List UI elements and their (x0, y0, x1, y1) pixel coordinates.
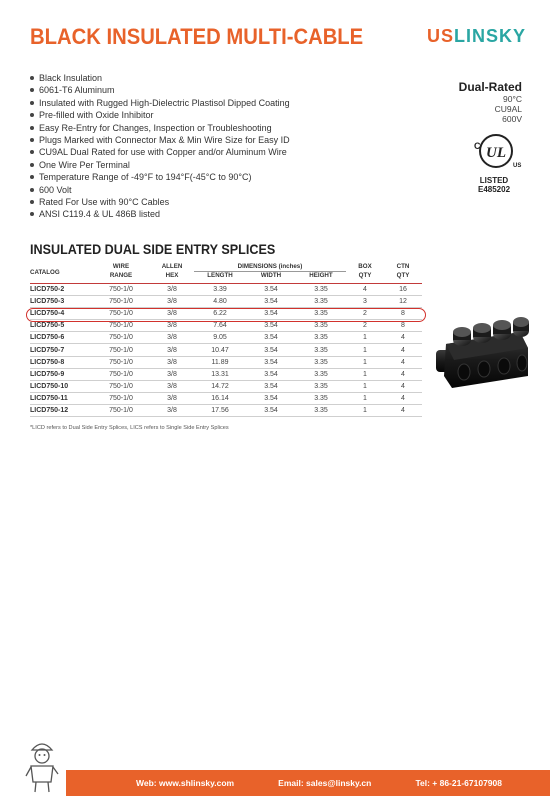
col-header-ctn: CTN (396, 263, 410, 271)
cell-length: 13.31 (194, 368, 246, 380)
feature-item: CU9AL Dual Rated for use with Copper and/or Aluminum Wire (30, 146, 290, 158)
rating-temp: 90°C (503, 94, 522, 104)
footer-email[interactable]: Email: sales@linsky.cn (278, 778, 372, 788)
cell-height: 3.35 (296, 296, 346, 308)
cell-wire-range: 750-1/0 (92, 284, 150, 296)
feature-item: Plugs Marked with Connector Max & Min Wire Size for Easy ID (30, 134, 290, 146)
ul-c-text: C (474, 141, 481, 151)
feature-item: Rated For Use with 90°C Cables (30, 196, 290, 208)
cell-catalog: LICD750-11 (30, 392, 92, 404)
table-row (30, 332, 422, 344)
footer-web[interactable]: Web: www.shlinsky.com (136, 778, 235, 788)
ul-listed-label: LISTED (479, 176, 509, 185)
table-row (30, 368, 422, 380)
cell-allen-hex: 3/8 (150, 380, 194, 392)
table-row (30, 296, 422, 308)
cell-box-qty: 1 (346, 344, 384, 356)
cell-height: 3.35 (296, 308, 346, 320)
table-row (30, 404, 422, 416)
feature-item: Black Insulation (30, 72, 290, 84)
cell-allen-hex: 3/8 (150, 344, 194, 356)
cell-height: 3.35 (296, 404, 346, 416)
col-header-height: HEIGHT (309, 272, 333, 279)
feature-item: 6061-T6 Aluminum (30, 84, 290, 96)
ul-text: UL (486, 145, 506, 161)
product-image (432, 310, 536, 399)
cell-width: 3.54 (246, 368, 296, 380)
footer-tel: Tel: + 86-21-67107908 (415, 778, 502, 788)
cell-wire-range: 750-1/0 (92, 392, 150, 404)
logo-linsky: LINSKY (453, 26, 526, 46)
cell-box-qty: 1 (346, 356, 384, 368)
cell-allen-hex: 3/8 (150, 320, 194, 332)
cell-wire-range: 750-1/0 (92, 356, 150, 368)
cell-allen-hex: 3/8 (150, 296, 194, 308)
cell-allen-hex: 3/8 (150, 284, 194, 296)
cell-length: 9.05 (194, 332, 246, 344)
rating-block (459, 80, 522, 124)
cell-ctn-qty: 16 (384, 284, 422, 296)
feature-item: Pre-filled with Oxide Inhibitor (30, 109, 290, 121)
cell-wire-range: 750-1/0 (92, 296, 150, 308)
col-header-allen: ALLEN (161, 263, 183, 271)
cell-allen-hex: 3/8 (150, 332, 194, 344)
cell-height: 3.35 (296, 332, 346, 344)
col-header-width: WIDTH (260, 272, 282, 279)
cell-width: 3.54 (246, 404, 296, 416)
cell-ctn-qty: 4 (384, 344, 422, 356)
cell-length: 11.89 (194, 356, 246, 368)
table-row (30, 344, 422, 356)
col-header-catalog: CATALOG (30, 269, 60, 276)
cell-height: 3.35 (296, 380, 346, 392)
cell-allen-hex: 3/8 (150, 392, 194, 404)
feature-item: Easy Re-Entry for Changes, Inspection or Troubleshooting (30, 122, 290, 134)
page-title: BLACK INSULATED MULTI-CABLE (30, 24, 364, 49)
cell-wire-range: 750-1/0 (92, 332, 150, 344)
cell-box-qty: 1 (346, 368, 384, 380)
logo-us: US (426, 26, 454, 46)
cell-ctn-qty: 4 (384, 380, 422, 392)
cell-catalog: LICD750-5 (30, 320, 92, 332)
cell-wire-range: 750-1/0 (92, 404, 150, 416)
ul-logo-icon (468, 132, 520, 170)
cell-box-qty: 1 (346, 332, 384, 344)
cell-catalog: LICD750-7 (30, 344, 92, 356)
spec-table-body (30, 284, 422, 417)
col-header-range: RANGE (109, 271, 133, 279)
feature-item: One Wire Per Terminal (30, 159, 290, 171)
table-row (30, 356, 422, 368)
cell-box-qty: 2 (346, 320, 384, 332)
mascot-icon (22, 736, 62, 799)
cell-width: 3.54 (246, 392, 296, 404)
cell-height: 3.35 (296, 356, 346, 368)
cell-allen-hex: 3/8 (150, 308, 194, 320)
cell-box-qty: 1 (346, 392, 384, 404)
cell-width: 3.54 (246, 284, 296, 296)
cell-wire-range: 750-1/0 (92, 368, 150, 380)
cell-width: 3.54 (246, 296, 296, 308)
cell-catalog: LICD750-3 (30, 296, 92, 308)
col-header-ctn-qty: QTY (396, 271, 410, 279)
cell-catalog: LICD750-12 (30, 404, 92, 416)
section-title: INSULATED DUAL SIDE ENTRY SPLICES (30, 241, 276, 257)
cell-ctn-qty: 8 (384, 308, 422, 320)
cell-ctn-qty: 4 (384, 404, 422, 416)
cell-catalog: LICD750-6 (30, 332, 92, 344)
cell-width: 3.54 (246, 308, 296, 320)
cell-catalog: LICD750-4 (30, 308, 92, 320)
col-header-wire: WIRE (112, 263, 130, 271)
col-header-box-qty: QTY (358, 271, 372, 279)
cell-catalog: LICD750-8 (30, 356, 92, 368)
cell-height: 3.35 (296, 284, 346, 296)
cell-ctn-qty: 4 (384, 392, 422, 404)
feature-item: Temperature Range of -49°F to 194°F(-45°C to 90°C) (30, 171, 290, 183)
table-row (30, 284, 422, 296)
rating-title: Dual-Rated (458, 80, 522, 94)
ul-listed-mark (468, 132, 520, 194)
cell-box-qty: 1 (346, 404, 384, 416)
cell-wire-range: 750-1/0 (92, 308, 150, 320)
feature-item: 600 Volt (30, 184, 290, 196)
rating-material: CU9AL (494, 104, 522, 114)
cell-catalog: LICD750-10 (30, 380, 92, 392)
feature-item: ANSI C119.4 & UL 486B listed (30, 208, 290, 220)
col-header-hex: HEX (165, 271, 179, 279)
cell-allen-hex: 3/8 (150, 404, 194, 416)
cell-length: 14.72 (194, 380, 246, 392)
col-header-box: BOX (358, 263, 372, 271)
cell-height: 3.35 (296, 344, 346, 356)
cell-ctn-qty: 4 (384, 368, 422, 380)
cell-catalog: LICD750-2 (30, 284, 92, 296)
cell-length: 7.64 (194, 320, 246, 332)
brand-logo (427, 26, 526, 47)
cell-box-qty: 1 (346, 380, 384, 392)
footer-contact-bar (66, 770, 550, 796)
cell-width: 3.54 (246, 356, 296, 368)
cell-box-qty: 2 (346, 308, 384, 320)
cell-length: 6.22 (194, 308, 246, 320)
cell-ctn-qty: 4 (384, 332, 422, 344)
cell-width: 3.54 (246, 344, 296, 356)
cell-box-qty: 3 (346, 296, 384, 308)
cell-length: 3.39 (194, 284, 246, 296)
feature-item: Insulated with Rugged High-Dielectric Plastisol Dipped Coating (30, 97, 290, 109)
feature-list (30, 72, 290, 221)
cell-length: 4.80 (194, 296, 246, 308)
spec-table (30, 260, 422, 417)
cell-wire-range: 750-1/0 (92, 344, 150, 356)
ul-us-text: US (513, 163, 522, 169)
cell-height: 3.35 (296, 320, 346, 332)
col-header-dimensions: DIMENSIONS (inches) (194, 260, 346, 272)
table-row (30, 380, 422, 392)
footnote: *LICD refers to Dual Side Entry Splices, LICS refers to Single Side Entry Splices (30, 425, 229, 431)
row-highlight-ring (26, 308, 426, 322)
cell-ctn-qty: 4 (384, 356, 422, 368)
cell-allen-hex: 3/8 (150, 368, 194, 380)
cell-width: 3.54 (246, 320, 296, 332)
rating-voltage: 600V (502, 114, 522, 124)
cell-wire-range: 750-1/0 (92, 380, 150, 392)
col-header-length: LENGTH (207, 272, 233, 279)
cell-box-qty: 4 (346, 284, 384, 296)
cell-catalog: LICD750-9 (30, 368, 92, 380)
cell-length: 10.47 (194, 344, 246, 356)
ul-file-code: E485202 (477, 185, 511, 194)
cell-ctn-qty: 12 (384, 296, 422, 308)
cell-height: 3.35 (296, 368, 346, 380)
cell-height: 3.35 (296, 392, 346, 404)
cell-allen-hex: 3/8 (150, 356, 194, 368)
cell-width: 3.54 (246, 332, 296, 344)
cell-length: 16.14 (194, 392, 246, 404)
cell-length: 17.56 (194, 404, 246, 416)
cell-ctn-qty: 8 (384, 320, 422, 332)
cell-wire-range: 750-1/0 (92, 320, 150, 332)
table-row (30, 392, 422, 404)
cell-width: 3.54 (246, 380, 296, 392)
